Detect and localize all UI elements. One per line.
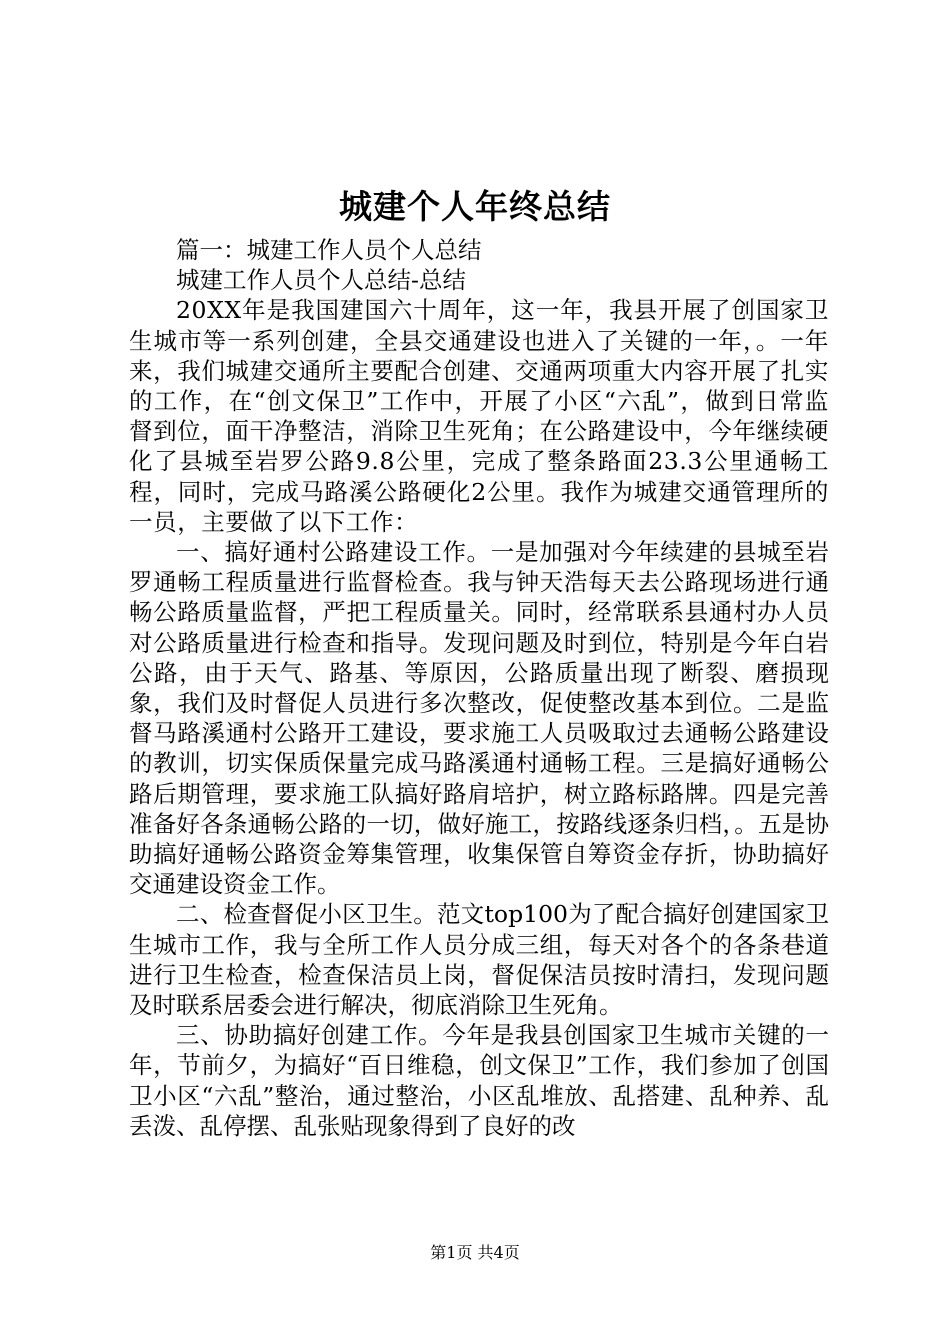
intro-paragraph: 20XX年是我国建国六十周年，这一年，我县开展了创国家卫生城市等一系列创建，全县交通建设也进入了关键的一年，。一年来，我们城建交通所主要配合创建、交通两项重大内容开展了扎实的工作，在“创文保卫”工作中，开展了小区“六乱”，做到日常监督到位，面干净整洁，消除卫生死角；在公路建设中，今年继续硬化了县城至岩罗公路9.8公里，完成了整条路面23.3公里通畅工程，同时，完成马路溪公路硬化2公里。我作为城建交通管理所的一员，主要做了以下工作：: [129, 296, 829, 536]
body-paragraph-road-construction: 一、搞好通村公路建设工作。一是加强对今年续建的县城至岩罗通畅工程质量进行监督检查。我与钟天浩每天去公路现场进行通畅公路质量监督，严把工程质量关。同时，经常联系县通村办人员对公路质量进行检查和指导。发现问题及时到位，特别是今年白岩公路，由于天气、路基、等原因，公路质量出现了断裂、磨损现象，我们及时督促人员进行多次整改，促使整改基本到位。二是监督马路溪通村公路开工建设，要求施工人员吸取过去通畅公路建设的教训，切实保质保量完成马路溪通村通畅工程。三是搞好通畅公路后期管理，要求施工队搞好路肩培护，树立路标路牌。四是完善准备好各条通畅公路的一切，做好施工，按路线逐条归档，。五是协助搞好通畅公路资金筹集管理，收集保管自筹资金存折，协助搞好交通建设资金工作。: [129, 538, 829, 899]
page-footer: 第1页 共4页: [430, 1243, 520, 1262]
body-paragraph-creation-work: 三、协助搞好创建工作。今年是我县创国家卫生城市关键的一年，节前夕，为搞好“百日维稳，创文保卫”工作，我们参加了创国卫小区“六乱”整治，通过整治，小区乱堆放、乱搭建、乱种养、乱丢泼、乱停摆、乱张贴现象得到了良好的改: [129, 1021, 829, 1140]
document-title: 城建个人年终总结: [339, 187, 611, 226]
subtitle-line: 城建工作人员个人总结-总结: [176, 266, 466, 295]
section-heading: 篇一：城建工作人员个人总结: [176, 236, 482, 264]
body-paragraph-community-hygiene: 二、检查督促小区卫生。范文top100为了配合搞好创建国家卫生城市工作，我与全所工作人员分成三组，每天对各个的各条巷道进行卫生检查，检查保洁员上岗，督促保洁员按时清扫，发现问题及时联系居委会进行解决，彻底消除卫生死角。: [129, 900, 829, 1020]
document-body: [129, 235, 829, 1141]
